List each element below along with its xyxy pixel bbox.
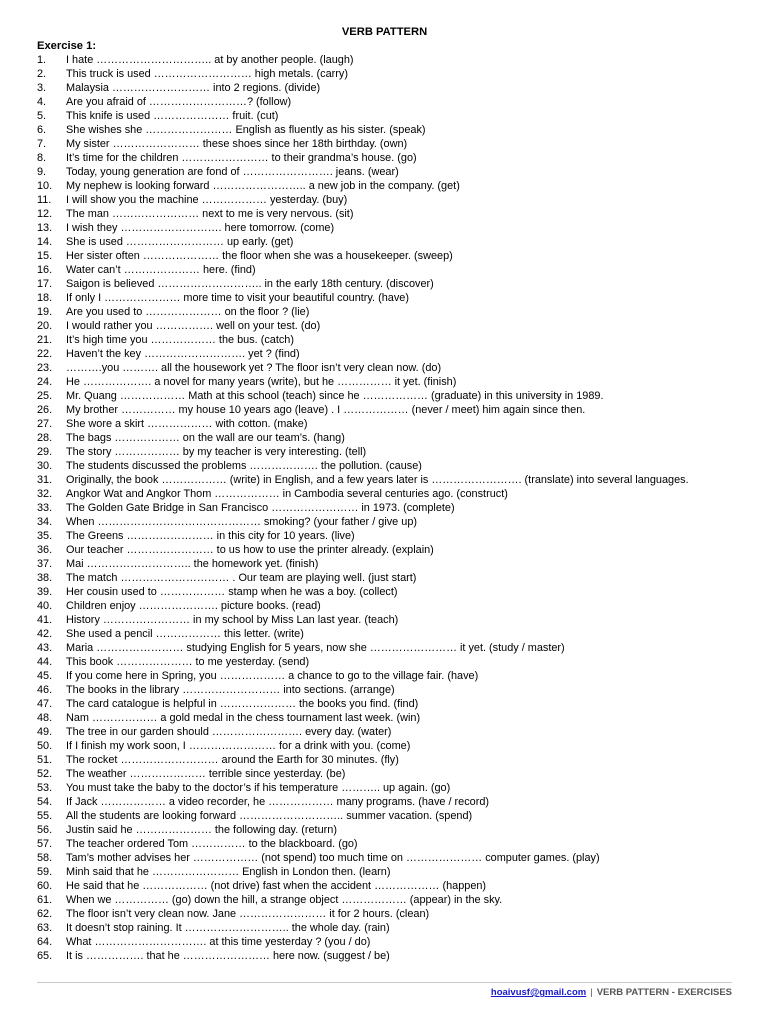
exercise-item-number: 36. — [37, 544, 53, 556]
exercise-item — [37, 263, 732, 277]
exercise-item — [37, 459, 732, 473]
exercise-item — [37, 571, 732, 585]
exercise-item — [37, 235, 732, 249]
exercise-item-text: If I finish my work soon, I …………………… for a drink with you. (come) — [66, 740, 411, 752]
exercise-item — [37, 361, 732, 375]
exercise-item-text: Mr. Quang ……………… Math at this school (teach) since he ……………… (graduate) in this university in 1989. — [66, 390, 604, 402]
exercise-item — [37, 277, 732, 291]
exercise-item-number: 19. — [37, 306, 53, 318]
exercise-item — [37, 109, 732, 123]
exercise-item — [37, 921, 732, 935]
exercise-item-number: 11. — [37, 194, 52, 206]
exercise-item-number: 47. — [37, 698, 53, 710]
exercise-item — [37, 655, 732, 669]
exercise-item-text: The students discussed the problems ………………. the pollution. (cause) — [66, 460, 422, 472]
exercise-item — [37, 291, 732, 305]
exercise-item-number: 1. — [37, 54, 47, 66]
exercise-item-number: 38. — [37, 572, 53, 584]
exercise-item-number: 50. — [37, 740, 53, 752]
exercise-item-number: 48. — [37, 712, 53, 724]
exercise-item-text: The bags ……………… on the wall are our team’s. (hang) — [66, 432, 345, 444]
exercise-item-text: Malaysia ……………………… into 2 regions. (divide) — [66, 82, 321, 94]
exercise-item-text: Maria …………………… studying English for 5 years, now she …………………… it yet. (study / master) — [66, 642, 565, 654]
exercise-item-number: 33. — [37, 502, 53, 514]
exercise-item — [37, 879, 732, 893]
exercise-item — [37, 739, 732, 753]
exercise-item — [37, 935, 732, 949]
exercise-item-number: 22. — [37, 348, 53, 360]
page-footer — [37, 982, 732, 999]
exercise-item-text: All the students are looking forward ……………………….. summer vacation. (spend) — [66, 810, 473, 822]
exercise-item — [37, 865, 732, 879]
exercise-item-text: It’s high time you ……………… the bus. (catch) — [66, 334, 294, 346]
exercise-item-number: 52. — [37, 768, 53, 780]
exercise-item-number: 14. — [37, 236, 53, 248]
exercise-item — [37, 515, 732, 529]
exercise-item — [37, 529, 732, 543]
exercise-item-number: 6. — [37, 124, 47, 136]
exercise-item — [37, 851, 732, 865]
exercise-item-number: 4. — [37, 96, 47, 108]
exercise-item — [37, 333, 732, 347]
exercise-item — [37, 641, 732, 655]
exercise-item-number: 9. — [37, 166, 47, 178]
exercise-item — [37, 767, 732, 781]
exercise-item — [37, 137, 732, 151]
exercise-item-text: Saigon is believed ……………………….. in the early 18th century. (discover) — [66, 278, 434, 290]
exercise-item-text: Angkor Wat and Angkor Thom ……………… in Cambodia several centuries ago. (construct) — [66, 488, 508, 500]
exercise-item-number: 59. — [37, 866, 53, 878]
exercise-item-number: 27. — [37, 418, 53, 430]
exercise-item-number: 32. — [37, 488, 53, 500]
exercise-item — [37, 193, 732, 207]
exercise-item — [37, 403, 732, 417]
exercise-item-text: Minh said that he …………………… English in London then. (learn) — [66, 866, 391, 878]
footer-document-label: VERB PATTERN - EXERCISES — [596, 987, 732, 998]
exercise-item-number: 24. — [37, 376, 53, 388]
exercise-item-text: Originally, the book ……………… (write) in English, and a few years later is ……………………. (translate) into several languages. — [66, 474, 689, 486]
exercise-item — [37, 487, 732, 501]
exercise-item-number: 26. — [37, 404, 53, 416]
exercise-item-number: 16. — [37, 264, 53, 276]
exercise-item-text: My nephew is looking forward …………………….. a new job in the company. (get) — [66, 180, 460, 192]
exercise-item — [37, 781, 732, 795]
exercise-item-number: 35. — [37, 530, 53, 542]
exercise-item-text: It is ……………. that he …………………… here now. (suggest / be) — [66, 950, 390, 962]
exercise-item-number: 53. — [37, 782, 53, 794]
exercise-item — [37, 711, 732, 725]
exercise-item-text: She is used ……………………… up early. (get) — [66, 236, 294, 248]
exercise-item-text: The floor isn’t very clean now. Jane …………………… it for 2 hours. (clean) — [66, 908, 430, 920]
exercise-item-text: Our teacher …………………… to us how to use the printer already. (explain) — [66, 544, 434, 556]
exercise-item-number: 23. — [37, 362, 53, 374]
exercise-item-text: She wishes she …………………… English as fluently as his sister. (speak) — [66, 124, 426, 136]
exercise-item-number: 42. — [37, 628, 53, 640]
exercise-item-number: 62. — [37, 908, 53, 920]
exercise-item-number: 18. — [37, 292, 53, 304]
exercise-item-number: 13. — [37, 222, 53, 234]
exercise-item-text: If you come here in Spring, you ……………… a chance to go to the village fair. (have) — [66, 670, 479, 682]
exercise-item — [37, 949, 732, 963]
exercise-item-text: The Golden Gate Bridge in San Francisco …………………… in 1973. (complete) — [66, 502, 455, 514]
exercise-item-number: 39. — [37, 586, 53, 598]
exercise-item — [37, 543, 732, 557]
exercise-item — [37, 613, 732, 627]
exercise-item — [37, 473, 732, 487]
exercise-item-text: I wish they ………………………. here tomorrow. (come) — [66, 222, 335, 234]
exercise-item-text: He ………………. a novel for many years (write), but he …………… it yet. (finish) — [66, 376, 457, 388]
exercise-item-text: You must take the baby to the doctor’s if his temperature ……….. up again. (go) — [66, 782, 451, 794]
exercise-item — [37, 319, 732, 333]
exercise-item — [37, 837, 732, 851]
exercise-item-number: 49. — [37, 726, 53, 738]
exercise-item-number: 37. — [37, 558, 53, 570]
exercise-item-text: The tree in our garden should ……………………. every day. (water) — [66, 726, 392, 738]
exercise-item-text: My brother …………… my house 10 years ago (leave) . I ……………… (never / meet) him again since then. — [66, 404, 586, 416]
exercise-item — [37, 669, 732, 683]
exercise-item-text: He said that he ……………… (not drive) fast when the accident ……………… (happen) — [66, 880, 487, 892]
exercise-item-number: 17. — [37, 278, 53, 290]
exercise-item-number: 58. — [37, 852, 53, 864]
exercise-item-text: The books in the library ……………………… into sections. (arrange) — [66, 684, 395, 696]
exercise-item-text: She used a pencil ……………… this letter. (write) — [66, 628, 304, 640]
exercise-item — [37, 221, 732, 235]
exercise-item — [37, 823, 732, 837]
exercise-item — [37, 893, 732, 907]
exercise-item-number: 25. — [37, 390, 53, 402]
exercise-item-text: I will show you the machine ……………… yesterday. (buy) — [66, 194, 348, 206]
exercise-item-text: It’s time for the children …………………… to their grandma’s house. (go) — [66, 152, 417, 164]
exercise-item — [37, 725, 732, 739]
exercise-item-text: This truck is used ……………………… high metals. (carry) — [66, 68, 348, 80]
exercise-item-number: 29. — [37, 446, 53, 458]
exercise-item-text: The card catalogue is helpful in ………………… the books you find. (find) — [66, 698, 419, 710]
exercise-item-number: 10. — [37, 180, 53, 192]
exercise-item-text: What …………………………. at this time yesterday ? (you / do) — [66, 936, 371, 948]
exercise-item-number: 15. — [37, 250, 53, 262]
exercise-item — [37, 207, 732, 221]
exercise-item-number: 41. — [37, 614, 53, 626]
exercise-item-number: 56. — [37, 824, 53, 836]
exercise-item — [37, 585, 732, 599]
exercise-item-number: 30. — [37, 460, 53, 472]
exercise-item-number: 44. — [37, 656, 53, 668]
exercise-item-text: Justin said he ………………… the following day. (return) — [66, 824, 337, 836]
exercise-item — [37, 95, 732, 109]
exercise-item — [37, 389, 732, 403]
exercise-item-number: 57. — [37, 838, 53, 850]
exercise-item-text: Water can’t ………………… here. (find) — [66, 264, 256, 276]
exercise-item-text: I would rather you ……………. well on your test. (do) — [66, 320, 321, 332]
exercise-item — [37, 599, 732, 613]
exercise-item-number: 40. — [37, 600, 53, 612]
exercise-item-number: 60. — [37, 880, 53, 892]
footer-email-link[interactable]: hoaivusf@gmail.com — [490, 987, 587, 998]
exercise-item-number: 61. — [37, 894, 53, 906]
exercise-item-number: 46. — [37, 684, 53, 696]
exercise-item — [37, 375, 732, 389]
exercise-item-number: 51. — [37, 754, 53, 766]
exercise-item-number: 64. — [37, 936, 53, 948]
exercise-item — [37, 123, 732, 137]
exercise-item-text: When we …………… (go) down the hill, a strange object ……………… (appear) in the sky. — [66, 894, 503, 906]
exercise-item-number: 54. — [37, 796, 53, 808]
exercise-item-text: History …………………… in my school by Miss Lan last year. (teach) — [66, 614, 399, 626]
exercise-item — [37, 165, 732, 179]
exercise-item — [37, 795, 732, 809]
exercise-item — [37, 305, 732, 319]
exercise-item-text: Mai ……………………….. the homework yet. (finish) — [66, 558, 319, 570]
exercise-item-number: 21. — [37, 334, 53, 346]
exercise-item-number: 31. — [37, 474, 53, 486]
exercise-item-number: 5. — [37, 110, 47, 122]
exercise-item — [37, 627, 732, 641]
exercise-item-text: Her cousin used to ……………… stamp when he was a boy. (collect) — [66, 586, 398, 598]
exercise-item-number: 43. — [37, 642, 53, 654]
exercise-item-number: 65. — [37, 950, 53, 962]
exercise-item-text: If only I ………………… more time to visit your beautiful country. (have) — [66, 292, 409, 304]
exercise-item — [37, 249, 732, 263]
exercise-item-text: The teacher ordered Tom …………… to the blackboard. (go) — [66, 838, 358, 850]
exercise-item — [37, 179, 732, 193]
exercise-item — [37, 347, 732, 361]
exercise-item — [37, 445, 732, 459]
exercise-item — [37, 697, 732, 711]
exercise-item-text: Are you used to ………………… on the floor ? (lie) — [66, 306, 310, 318]
exercise-item-text: Nam ……………… a gold medal in the chess tournament last week. (win) — [66, 712, 421, 724]
exercise-item-text: The Greens …………………… in this city for 10 years. (live) — [66, 530, 355, 542]
exercise-item — [37, 557, 732, 571]
exercise-item — [37, 501, 732, 515]
exercise-item — [37, 907, 732, 921]
footer-separator: | — [590, 987, 593, 998]
exercise-item-text: The story ……………… by my teacher is very interesting. (tell) — [66, 446, 367, 458]
exercise-item-number: 2. — [37, 68, 47, 80]
exercise-item-number: 12. — [37, 208, 53, 220]
exercise-item-text: This book ………………… to me yesterday. (send) — [66, 656, 310, 668]
exercise-item — [37, 81, 732, 95]
exercise-item-number: 55. — [37, 810, 53, 822]
exercise-item-text: It doesn’t stop raining. It ……………………….. the whole day. (rain) — [66, 922, 390, 934]
document-title: VERB PATTERN — [341, 26, 428, 38]
exercise-item — [37, 431, 732, 445]
exercise-item-text: Children enjoy …………………. picture books. (read) — [66, 600, 321, 612]
exercise-item — [37, 683, 732, 697]
exercise-item — [37, 809, 732, 823]
exercise-item-number: 63. — [37, 922, 53, 934]
exercise-item-number: 28. — [37, 432, 53, 444]
exercise-item-number: 34. — [37, 516, 53, 528]
exercise-item — [37, 53, 732, 67]
exercise-item-text: She wore a skirt ……………… with cotton. (make) — [66, 418, 308, 430]
exercise-item-text: Today, young generation are fond of ……………………. jeans. (wear) — [66, 166, 399, 178]
exercise-item-number: 3. — [37, 82, 47, 94]
exercise-item-number: 20. — [37, 320, 53, 332]
exercise-item-text: Tam’s mother advises her ……………… (not spend) too much time on ………………… computer games. (play) — [66, 852, 600, 864]
exercise-item-text: The match ………………………… . Our team are playing well. (just start) — [66, 572, 417, 584]
exercise-item-text: When ……………………………………… smoking? (your father / give up) — [66, 516, 418, 528]
exercise-item-text: ……….you ………. all the housework yet ? The floor isn’t very clean now. (do) — [66, 362, 442, 374]
exercise-item-text: The weather ………………… terrible since yesterday. (be) — [66, 768, 346, 780]
exercise-item-number: 8. — [37, 152, 47, 164]
exercise-list — [37, 53, 732, 963]
exercise-item-text: The rocket ……………………… around the Earth for 30 minutes. (fly) — [66, 754, 399, 766]
exercise-item-text: The man …………………… next to me is very nervous. (sit) — [66, 208, 354, 220]
exercise-item-text: This knife is used ………………… fruit. (cut) — [66, 110, 279, 122]
exercise-item — [37, 417, 732, 431]
exercise-item — [37, 151, 732, 165]
exercise-heading: Exercise 1: — [37, 40, 97, 52]
exercise-item-text: I hate ………………………….. at by another people. (laugh) — [66, 54, 354, 66]
exercise-item-number: 45. — [37, 670, 53, 682]
exercise-item-text: Haven’t the key ………………………. yet ? (find) — [66, 348, 300, 360]
exercise-item-text: Are you afraid of ………………………? (follow) — [66, 96, 292, 108]
exercise-item-text: Her sister often ………………… the floor when she was a housekeeper. (sweep) — [66, 250, 453, 262]
exercise-item-text: My sister …………………… these shoes since her 18th birthday. (own) — [66, 138, 408, 150]
exercise-item-number: 7. — [37, 138, 47, 150]
exercise-item — [37, 753, 732, 767]
exercise-item-text: If Jack ……………… a video recorder, he ……………… many programs. (have / record) — [66, 796, 490, 808]
exercise-item — [37, 67, 732, 81]
